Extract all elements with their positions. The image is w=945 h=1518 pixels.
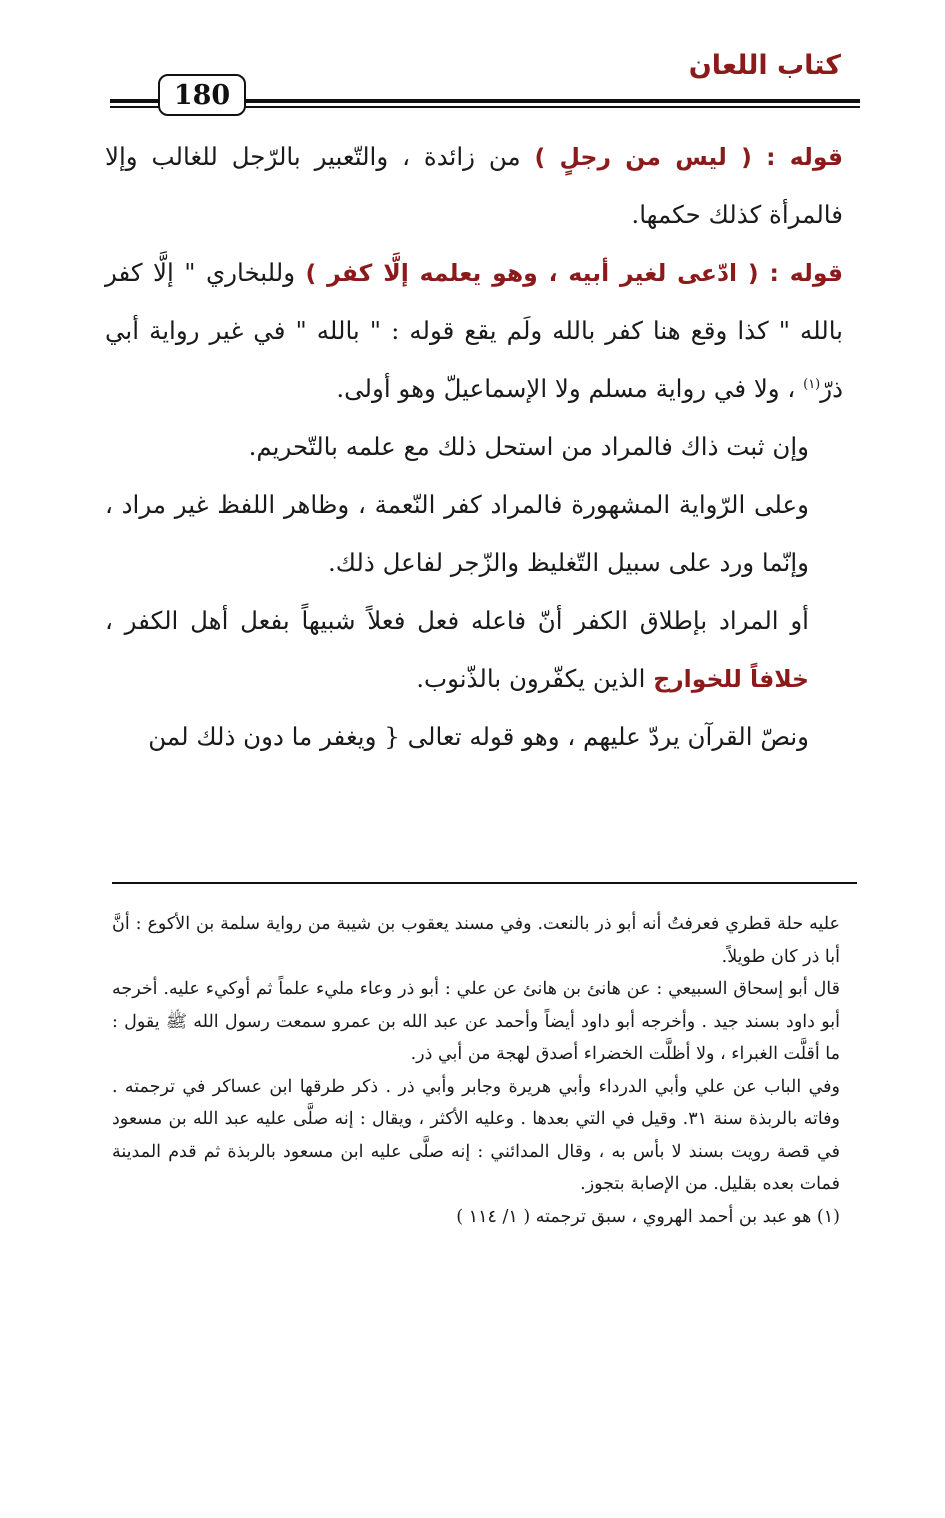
footnote-separator — [112, 882, 857, 884]
paragraph-text: ، ولا في رواية مسلم ولا الإسماعيلّ وهو أولى. — [336, 374, 804, 403]
footnote-text: وفي الباب عن علي وأبي الدرداء وأبي هريرة وجابر وأبي ذر . ذكر طرقها ابن عساكر في ترجمته . وفاته بالربذة سنة ٣١. وقيل في التي بعدها . وعليه الأكثر ، ويقال : إنه صلَّى عليه عبد الله بن مسعود في قصة رويت بسند لا بأس به ، وقال المدائني : إنه صلَّى عليه ابن مسعود بالربذة ثم قدم المدينة فمات بعده بقليل. من الإصابة بتجوز. — [112, 1076, 840, 1194]
paragraph-text: الذين يكفّرون بالذّنوب. — [416, 664, 654, 693]
footnote-text: عليه حلة قطري فعرفتُ أنه أبو ذر بالنعت. وفي مسند يعقوب بن شيبة من رواية سلمة بن الأكوع : أنَّ أبا ذر كان طويلاً. — [112, 914, 840, 967]
paragraph-4: وعلى الرّواية المشهورة فالمراد كفر النّعمة ، وظاهر اللفظ غير مراد ، وإنّما ورد على سبيل التّغليظ والزّجر لفاعل ذلك. — [105, 490, 809, 577]
main-text — [105, 128, 843, 766]
paragraph-text: أو المراد بإطلاق الكفر أنّ فاعله فعل فعلاً شبيهاً بفعل أهل الكفر ، — [105, 606, 809, 635]
paragraph-text: وللبخاري " إلَّا كفر بالله " كذا وقع هنا كفر بالله ولَم يقع قوله : " بالله " في غير رواية أبي ذرّ — [105, 258, 843, 403]
footnotes — [112, 908, 840, 1233]
paragraph-3: وإن ثبت ذاك فالمراد من استحل ذلك مع علمه بالتّحريم. — [248, 432, 809, 461]
book-title: كتاب اللعان — [688, 50, 841, 81]
paragraph-text: من زائدة ، والتّعبير بالرّجل للغالب وإلا فالمرأة كذلك حكمها. — [105, 142, 843, 229]
paragraph-2 — [105, 244, 843, 418]
page-header — [0, 0, 945, 120]
quote-label: قوله : — [751, 143, 843, 171]
page-number: 180 — [158, 74, 246, 116]
quote-label: قوله : — [758, 259, 843, 287]
paragraph-6: ونصّ القرآن يردّ عليهم ، وهو قوله تعالى { ويغفر ما دون ذلك لمن — [148, 722, 809, 751]
footnote-ref[interactable]: (١) — [803, 376, 821, 392]
hadith-quote: ( ادّعى لغير أبيه ، وهو يعلمه إلَّا كفر ) — [305, 259, 759, 287]
footnote-1: (١) هو عبد بن أحمد الهروي ، سبق ترجمته ( ١/ ١١٤ ) — [456, 1206, 840, 1227]
footnote-text: قال أبو إسحاق السبيعي : عن هانئ بن هانئ عن علي : أبو ذر وعاء مليء علماً ثم أوكيء عليه. أخرجه أبو داود بسند جيد . وأخرجه أبو داود أيضاً وأحمد عن عبد الله بن عمرو سمعت رسول الله ﷺ يقول : ما أقلَّت الغبراء ، ولا أظلَّت الخضراء أصدق لهجة من أبي ذر. — [112, 979, 840, 1064]
highlighted-term: خلافاً للخوارج — [653, 665, 809, 693]
paragraph-1 — [105, 128, 843, 244]
hadith-quote: ( ليس من رجلٍ ) — [534, 143, 752, 171]
paragraph-5 — [105, 592, 843, 708]
